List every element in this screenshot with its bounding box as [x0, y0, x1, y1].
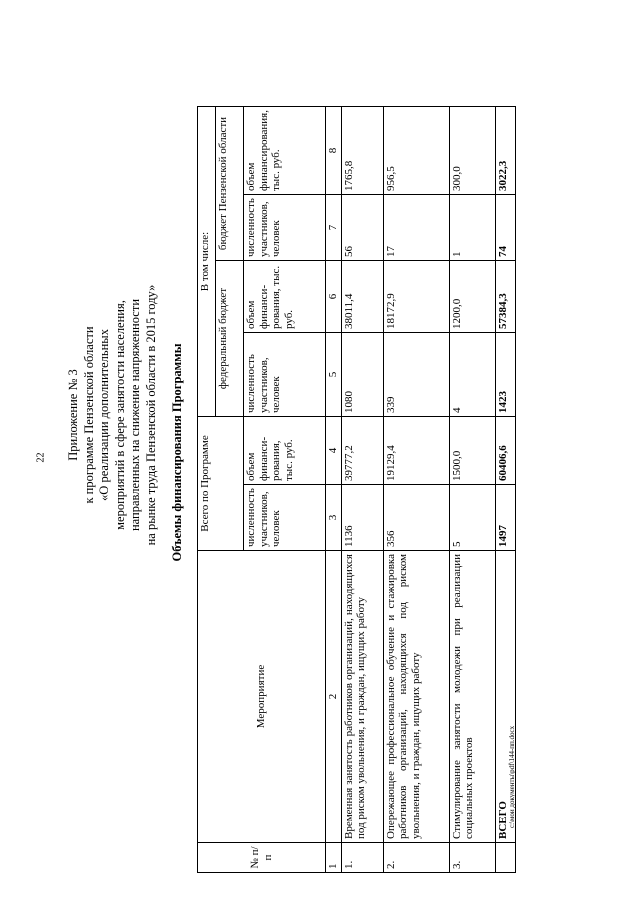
- page-number: 22: [35, 452, 47, 463]
- total-value: 74: [495, 195, 515, 261]
- col-number: 3: [326, 485, 342, 551]
- table-row: [383, 107, 449, 873]
- row-value: 1765,8: [341, 107, 383, 195]
- header-financing: объем финанси-рования, тыс. руб.: [244, 261, 326, 333]
- table-row: [449, 107, 495, 873]
- header-including: В том числе:: [198, 107, 216, 417]
- col-number: 4: [326, 417, 342, 485]
- appendix-line: на рынке труда Пензенской области в 2015 году»: [143, 284, 158, 546]
- header-measure: Мероприятие: [198, 551, 326, 843]
- row-value: 38011,4: [341, 261, 383, 333]
- header-participants: численность участников, человек: [244, 485, 326, 551]
- total-value: 1423: [495, 333, 515, 417]
- total-label: ВСЕГО: [495, 551, 515, 843]
- col-number: 6: [326, 261, 342, 333]
- table-row: [341, 107, 383, 873]
- row-value: 17: [383, 195, 449, 261]
- appendix-caption: [66, 165, 159, 665]
- appendix-line: мероприятий в сфере занятости населения,: [112, 300, 127, 530]
- row-value: 1500,0: [449, 417, 495, 485]
- row-value: 339: [383, 333, 449, 417]
- appendix-line: «О реализации дополнительных: [97, 329, 111, 501]
- row-value: 1: [449, 195, 495, 261]
- row-value: 1080: [341, 333, 383, 417]
- col-number: 7: [326, 195, 342, 261]
- row-number: 1.: [341, 843, 383, 873]
- row-value: 1136: [341, 485, 383, 551]
- header-regional: бюджет Пензенской области: [216, 107, 244, 261]
- total-value: 1497: [495, 485, 515, 551]
- row-value: 356: [383, 485, 449, 551]
- total-value: 57384,3: [495, 261, 515, 333]
- col-number: 1: [326, 843, 342, 873]
- row-measure: Стимулирование занятости молодежи при реализации социальных проектов: [449, 551, 495, 843]
- row-value: 4: [449, 333, 495, 417]
- header-participants: численность участников, человек: [244, 195, 326, 261]
- total-row: [495, 107, 515, 873]
- row-value: 5: [449, 485, 495, 551]
- col-number: 5: [326, 333, 342, 417]
- row-value: 956,5: [383, 107, 449, 195]
- financing-table: [197, 106, 516, 873]
- file-path: с:\мои документы\pdf\144-пп.docx: [508, 725, 516, 828]
- appendix-line: к программе Пензенской области: [81, 326, 96, 504]
- row-value: 39777,2: [341, 417, 383, 485]
- row-number: 3.: [449, 843, 495, 873]
- row-value: 300,0: [449, 107, 495, 195]
- appendix-line: Приложение № 3: [66, 369, 80, 461]
- header-financing: объем финанси-рования, тыс. руб.: [244, 417, 326, 485]
- row-measure: Опережающее профессиональное обучение и стажировка работников организаций, находящихся под риском увольнения, и граждан, ищущих работу: [383, 551, 449, 843]
- header-federal: федеральный бюджет: [216, 261, 244, 417]
- header-total: Всего по Программе: [198, 417, 244, 551]
- header-participants: численность участников, человек: [244, 333, 326, 417]
- total-value: 60406,6: [495, 417, 515, 485]
- row-value: 19129,4: [383, 417, 449, 485]
- appendix-line: направленных на снижение напряженности: [128, 298, 142, 532]
- document-title: Объемы финансирования Программы: [170, 343, 184, 562]
- col-number: 8: [326, 107, 342, 195]
- total-value: 3022,3: [495, 107, 515, 195]
- row-measure: Временная занятость работников организаций, находящихся под риском увольнения, и граждан, ищущих работу: [341, 551, 383, 843]
- col-number: 2: [326, 551, 342, 843]
- header-financing-regional: объем финансирования, тыс. руб.: [244, 107, 326, 195]
- row-value: 18172,9: [383, 261, 449, 333]
- row-value: 56: [341, 195, 383, 261]
- header-num: № п/п: [198, 843, 326, 873]
- column-number-row: [326, 107, 342, 873]
- row-value: 1200,0: [449, 261, 495, 333]
- row-number: 2.: [383, 843, 449, 873]
